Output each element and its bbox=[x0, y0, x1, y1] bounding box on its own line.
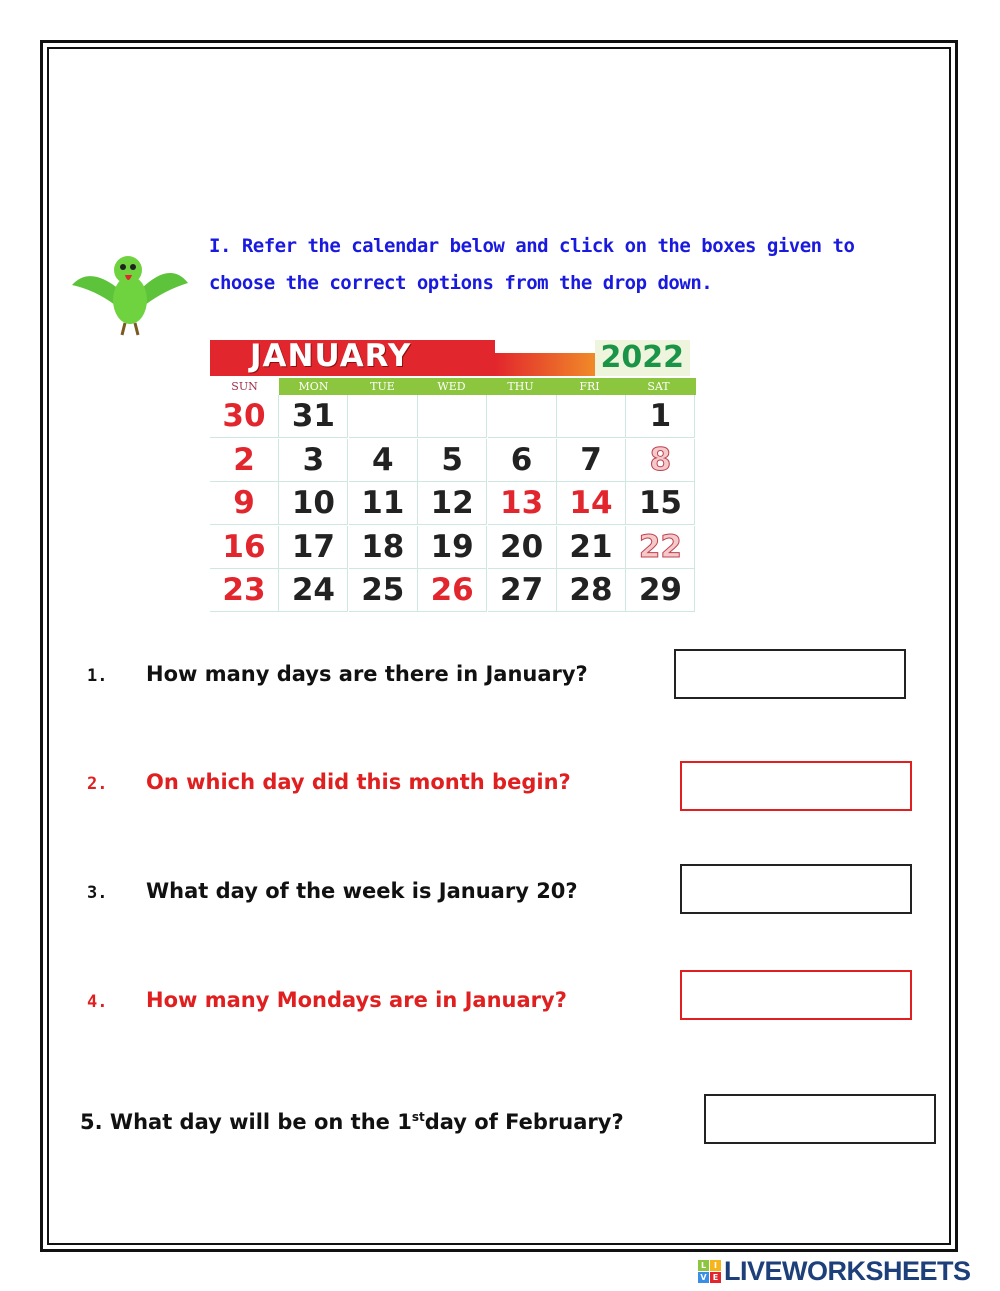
day-name-sat: SAT bbox=[647, 380, 670, 393]
calendar-day: 30 bbox=[210, 395, 279, 438]
parrot-icon bbox=[70, 245, 190, 340]
question-text-end: day of February? bbox=[424, 1110, 624, 1134]
calendar-day: 6 bbox=[488, 439, 557, 482]
day-name-mon: MON bbox=[298, 380, 329, 393]
calendar-day: 31 bbox=[279, 395, 348, 438]
calendar-day: 20 bbox=[488, 526, 557, 569]
calendar-day bbox=[557, 395, 626, 438]
logo-tile: I bbox=[710, 1260, 721, 1271]
calendar-day: 26 bbox=[418, 569, 487, 612]
answer-dropdown-3[interactable] bbox=[680, 864, 912, 914]
calendar bbox=[210, 338, 696, 614]
question-number: 1. bbox=[87, 666, 108, 686]
calendar-month: JANUARY bbox=[250, 338, 412, 374]
calendar-day: 13 bbox=[488, 482, 557, 525]
inner-border bbox=[47, 47, 951, 1245]
calendar-day: 3 bbox=[279, 439, 348, 482]
day-name-fri: FRI bbox=[579, 380, 600, 393]
calendar-day: 19 bbox=[418, 526, 487, 569]
calendar-day: 9 bbox=[210, 482, 279, 525]
calendar-day: 21 bbox=[557, 526, 626, 569]
calendar-year: 2022 bbox=[595, 340, 691, 376]
liveworksheets-logo bbox=[698, 1257, 971, 1285]
logo-tile: V bbox=[698, 1272, 709, 1283]
question-number: 3. bbox=[87, 883, 108, 903]
answer-dropdown-5[interactable] bbox=[704, 1094, 936, 1144]
calendar-day: 23 bbox=[210, 569, 279, 612]
instruction-text: I. Refer the calendar below and click on the boxes given to choose the correct options from the drop down. bbox=[209, 235, 855, 294]
question-number: 4. bbox=[87, 992, 108, 1012]
superscript: st bbox=[411, 1110, 425, 1124]
calendar-day bbox=[488, 395, 557, 438]
logo-text: LIVEWORKSHEETS bbox=[724, 1255, 971, 1286]
calendar-day bbox=[418, 395, 487, 438]
answer-dropdown-1[interactable] bbox=[674, 649, 906, 699]
question-text: How many Mondays are in January? bbox=[146, 988, 567, 1012]
question-text: What day of the week is January 20? bbox=[146, 879, 578, 903]
question-number: 5. bbox=[80, 1110, 103, 1134]
logo-tiles bbox=[698, 1260, 721, 1283]
calendar-day: 25 bbox=[349, 569, 418, 612]
answer-dropdown-4[interactable] bbox=[680, 970, 912, 1020]
calendar-day: 28 bbox=[557, 569, 626, 612]
calendar-day: 8 bbox=[626, 439, 695, 482]
calendar-banner-accent bbox=[495, 353, 595, 376]
calendar-day: 7 bbox=[557, 439, 626, 482]
calendar-day: 5 bbox=[418, 439, 487, 482]
calendar-day: 11 bbox=[349, 482, 418, 525]
calendar-day: 18 bbox=[349, 526, 418, 569]
calendar-day: 12 bbox=[418, 482, 487, 525]
day-name-tue: TUE bbox=[370, 380, 395, 393]
day-name-thu: THU bbox=[507, 380, 534, 393]
calendar-day: 4 bbox=[349, 439, 418, 482]
calendar-day: 15 bbox=[626, 482, 695, 525]
logo-tile: E bbox=[710, 1272, 721, 1283]
answer-dropdown-2[interactable] bbox=[680, 761, 912, 811]
logo-tile: L bbox=[698, 1260, 709, 1271]
day-name-sun: SUN bbox=[231, 380, 258, 393]
calendar-day: 14 bbox=[557, 482, 626, 525]
calendar-day: 17 bbox=[279, 526, 348, 569]
calendar-day: 1 bbox=[626, 395, 695, 438]
day-name-wed: WED bbox=[437, 380, 466, 393]
calendar-day: 22 bbox=[626, 526, 695, 569]
question-text: What day will be on the 1 bbox=[109, 1110, 412, 1134]
calendar-day: 16 bbox=[210, 526, 279, 569]
calendar-day: 10 bbox=[279, 482, 348, 525]
question-number: 2. bbox=[87, 774, 108, 794]
calendar-day: 27 bbox=[488, 569, 557, 612]
question-5-text bbox=[80, 1110, 624, 1134]
calendar-day: 24 bbox=[279, 569, 348, 612]
calendar-day: 2 bbox=[210, 439, 279, 482]
question-text: On which day did this month begin? bbox=[146, 770, 571, 794]
question-text: How many days are there in January? bbox=[146, 662, 588, 686]
calendar-day: 29 bbox=[626, 569, 695, 612]
calendar-day bbox=[349, 395, 418, 438]
